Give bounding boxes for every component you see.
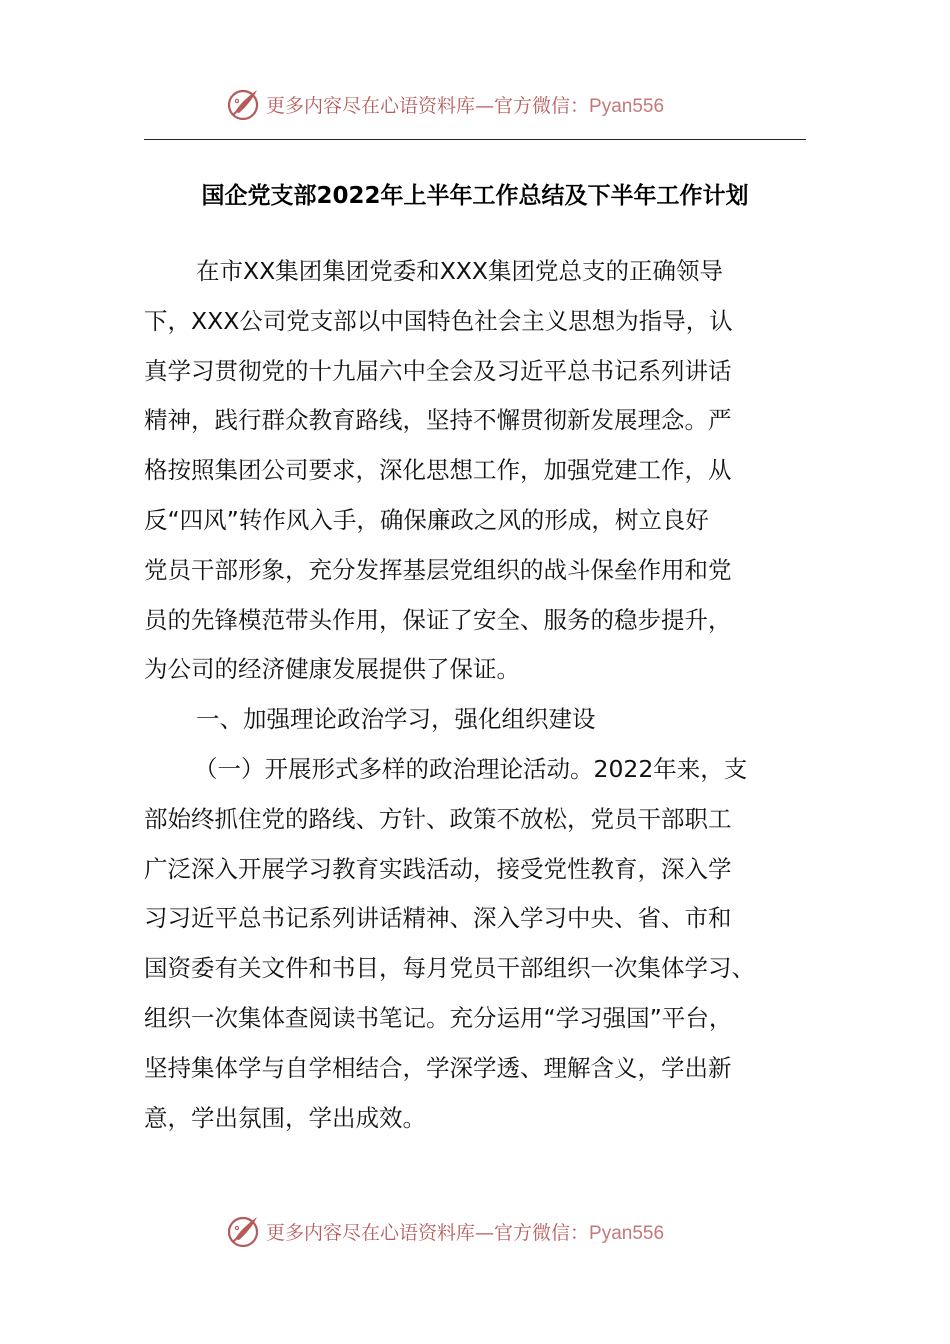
header-rule: [144, 139, 806, 140]
paragraph-line: 广泛深入开展学习教育实践活动，接受党性教育，深入学: [144, 854, 732, 883]
paragraph-line: 意，学出氛围，学出成效。: [144, 1103, 426, 1132]
document-body: [144, 247, 806, 1143]
watermark-text: [266, 1218, 664, 1245]
paragraph-line: 组织一次集体查阅读书笔记。充分运用“学习强国”平台，: [144, 1003, 733, 1032]
watermark-label: 更多内容尽在心语资料库—官方微信：: [266, 94, 590, 117]
paragraph-line: 格按照集团公司要求，深化思想工作，加强党建工作，从: [144, 456, 732, 485]
paragraph-line: 习习近平总书记系列讲话精神、深入学习中央、省、市和: [144, 904, 732, 933]
section-heading: 一、加强理论政治学习，强化组织建设: [196, 705, 596, 734]
watermark-wechat-id: Pyan556: [589, 1222, 665, 1244]
paragraph-line: 反“四风”转作风入手，确保廉政之风的形成，树立良好: [144, 505, 709, 534]
paragraph-line: （一）开展形式多样的政治理论活动。2022年来，支: [194, 754, 748, 783]
paragraph-line: 国资委有关文件和书目，每月党员干部组织一次集体学习、: [144, 954, 755, 983]
watermark-wechat-id: Pyan556: [589, 95, 665, 117]
paragraph-line: 党员干部形象，充分发挥基层党组织的战斗保垒作用和党: [144, 555, 732, 584]
paragraph-line: 在市XX集团集团党委和XXX集团党总支的正确领导: [196, 257, 723, 285]
watermark-label: 更多内容尽在心语资料库—官方微信：: [266, 1221, 590, 1244]
quill-logo-icon: [226, 1213, 262, 1249]
paragraph-line: 下，XXX公司党支部以中国特色社会主义思想为指导，认: [144, 306, 733, 335]
watermark-header: [226, 84, 664, 124]
paragraph-line: 为公司的经济健康发展提供了保证。: [144, 655, 520, 684]
paragraph-line: 真学习贯彻党的十九届六中全会及习近平总书记系列讲话: [144, 356, 732, 385]
watermark-footer: [226, 1211, 664, 1251]
quill-logo-icon: [226, 86, 262, 122]
paragraph-line: 坚持集体学与自学相结合，学深学透、理解含义，学出新: [144, 1053, 732, 1082]
watermark-text: [266, 91, 664, 118]
paragraph-line: 员的先锋模范带头作用，保证了安全、服务的稳步提升，: [144, 605, 732, 634]
paragraph-line: 部始终抓住党的路线、方针、政策不放松，党员干部职工: [144, 804, 732, 833]
document-title: 国企党支部2022年上半年工作总结及下半年工作计划: [201, 183, 749, 209]
paragraph-line: 精神，践行群众教育路线，坚持不懈贯彻新发展理念。严: [144, 406, 732, 435]
